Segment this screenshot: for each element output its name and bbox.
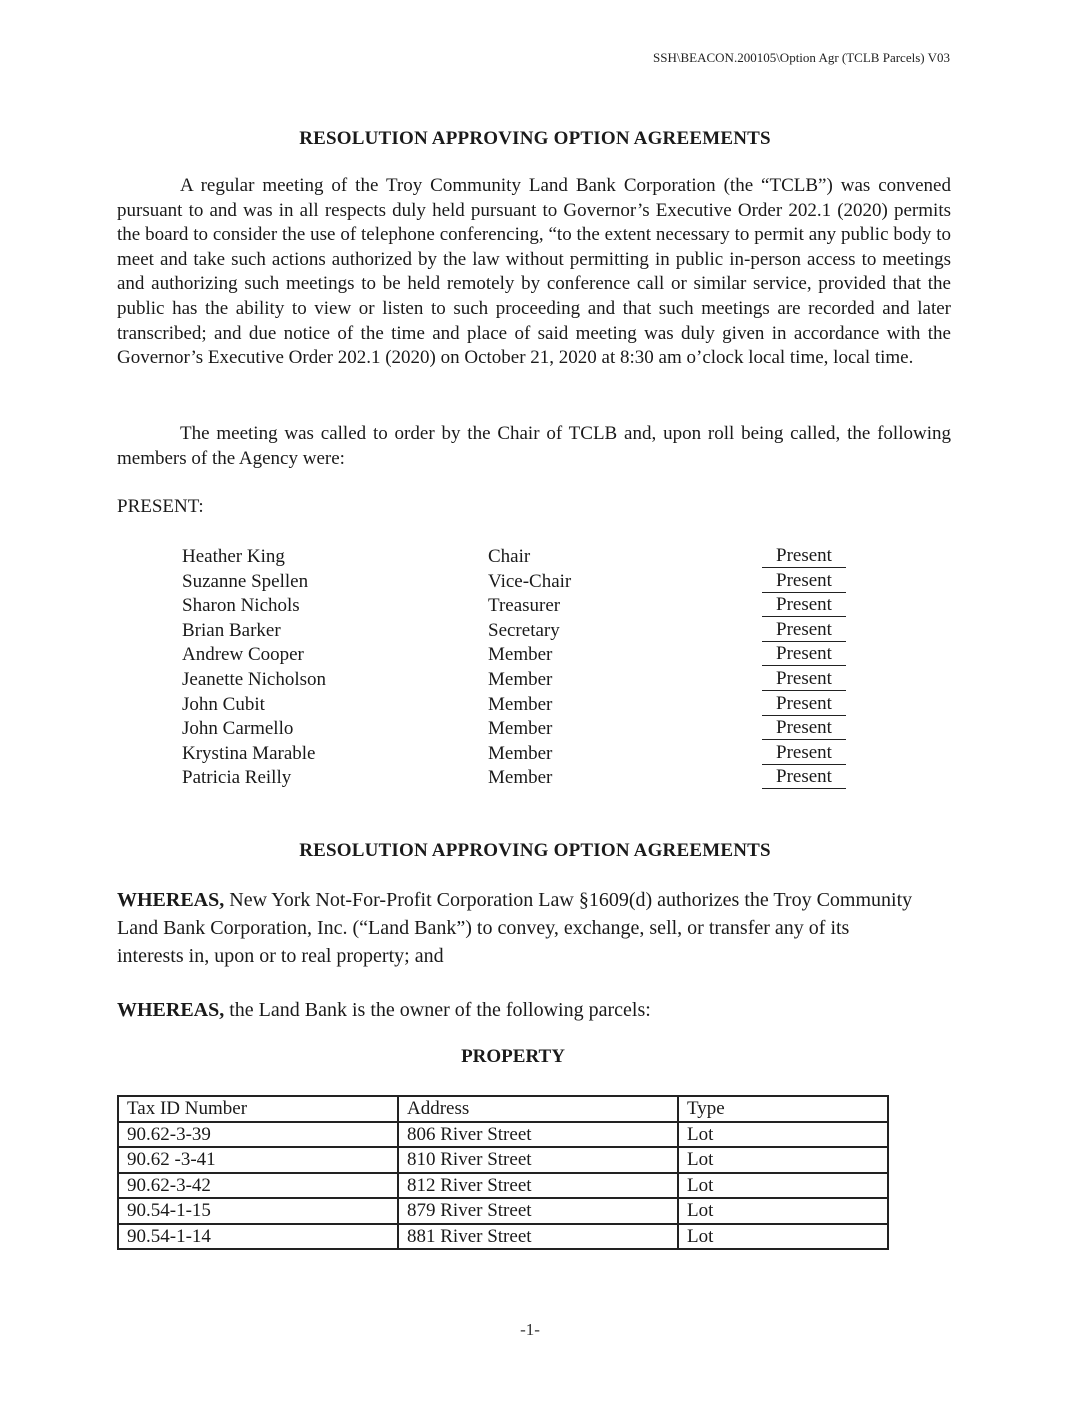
roster-row xyxy=(182,594,862,619)
member-name: Heather King xyxy=(182,546,285,567)
present-label: PRESENT: xyxy=(117,496,204,517)
whereas-text: the Land Bank is the owner of the following parcels: xyxy=(224,999,651,1021)
page-title: RESOLUTION APPROVING OPTION AGREEMENTS xyxy=(299,128,771,149)
member-role: Vice-Chair xyxy=(488,570,572,592)
column-header: Type xyxy=(678,1096,888,1122)
roster-row xyxy=(182,545,862,570)
member-status: Present xyxy=(762,668,846,691)
address-cell: 806 River Street xyxy=(398,1122,678,1148)
type-cell: Lot xyxy=(678,1224,888,1250)
member-name: Jeanette Nicholson xyxy=(182,668,327,690)
member-role: Member xyxy=(488,767,553,789)
member-role: Secretary xyxy=(488,619,560,641)
table-header-row xyxy=(118,1096,888,1122)
roster-row xyxy=(182,717,862,742)
property-title: PROPERTY xyxy=(461,1046,565,1067)
table-row xyxy=(118,1122,888,1148)
member-role: Member xyxy=(488,718,553,740)
table-row xyxy=(118,1173,888,1199)
type-cell: Lot xyxy=(678,1122,888,1148)
member-name: Krystina Marable xyxy=(182,742,316,764)
type-cell: Lot xyxy=(678,1173,888,1199)
whereas-lead: WHEREAS, xyxy=(117,889,225,911)
member-role: Chair xyxy=(488,546,531,567)
member-status: Present xyxy=(762,693,846,716)
roster-row xyxy=(182,643,862,668)
member-name: John Carmello xyxy=(182,718,294,740)
member-status: Present xyxy=(762,717,846,740)
roster-row xyxy=(182,668,862,693)
whereas-lead: WHEREAS, xyxy=(117,999,225,1021)
table-row xyxy=(118,1147,888,1173)
type-cell: Lot xyxy=(678,1147,888,1173)
roster-row xyxy=(182,766,862,791)
member-name: Patricia Reilly xyxy=(182,767,292,789)
address-cell: 810 River Street xyxy=(398,1147,678,1173)
table-row xyxy=(118,1198,888,1224)
member-name: Andrew Cooper xyxy=(182,644,304,666)
member-role: Member xyxy=(488,668,553,690)
member-status: Present xyxy=(762,619,846,642)
member-name: Brian Barker xyxy=(182,619,281,641)
member-name: Suzanne Spellen xyxy=(182,570,309,592)
member-name: Sharon Nichols xyxy=(182,595,300,617)
whereas-clause-2 xyxy=(117,996,917,1024)
roster-row xyxy=(182,570,862,595)
column-header: Address xyxy=(398,1096,678,1122)
member-role: Member xyxy=(488,644,553,666)
column-header: Tax ID Number xyxy=(118,1096,398,1122)
tax-id-cell: 90.54-1-14 xyxy=(118,1224,398,1250)
tax-id-cell: 90.54-1-15 xyxy=(118,1198,398,1224)
member-role: Treasurer xyxy=(488,595,561,617)
document-reference: SSH\BEACON.200105\Option Agr (TCLB Parcels) V03 xyxy=(653,50,950,65)
address-cell: 881 River Street xyxy=(398,1224,678,1250)
attendance-roster xyxy=(182,545,862,791)
roster-row xyxy=(182,742,862,767)
member-status: Present xyxy=(762,742,846,765)
member-status: Present xyxy=(762,570,846,593)
tax-id-cell: 90.62 -3-41 xyxy=(118,1147,398,1173)
member-role: Member xyxy=(488,693,553,715)
member-status: Present xyxy=(762,545,846,568)
member-status: Present xyxy=(762,766,846,789)
member-role: Member xyxy=(488,742,553,764)
member-name: John Cubit xyxy=(182,693,265,715)
page-number: -1- xyxy=(520,1320,540,1339)
whereas-clause-1 xyxy=(117,886,917,970)
resolution-title: RESOLUTION APPROVING OPTION AGREEMENTS xyxy=(299,840,771,861)
member-status: Present xyxy=(762,643,846,666)
property-table xyxy=(117,1095,889,1250)
member-status: Present xyxy=(762,594,846,617)
type-cell: Lot xyxy=(678,1198,888,1224)
address-cell: 879 River Street xyxy=(398,1198,678,1224)
whereas-text: New York Not-For-Profit Corporation Law §1609(d) authorizes the Troy Community Land Bank Corporation, Inc. (“Land Bank”) to convey, exchange, sell, or transfer any of its interests in, upon or to real property; and xyxy=(117,889,913,967)
roster-row xyxy=(182,693,862,718)
address-cell: 812 River Street xyxy=(398,1173,678,1199)
roster-row xyxy=(182,619,862,644)
tax-id-cell: 90.62-3-42 xyxy=(118,1173,398,1199)
table-row xyxy=(118,1224,888,1250)
roll-call-paragraph: The meeting was called to order by the Chair of TCLB and, upon roll being called, the following members of the Agency were: xyxy=(117,423,951,469)
intro-paragraph: A regular meeting of the Troy Community Land Bank Corporation (the “TCLB”) was convened pursuant to and was in all respects duly held pursuant to Governor’s Executive Order 202.1 (2020) permits the board to consider the use of telephone conferencing, “to the extent necessary to permit any public body to meet and take such actions authorized by the law without permitting in public in-person access to meetings and authorizing such meetings to be held remotely by conference call or similar service, provided that the public has the ability to view or listen to such proceeding and that such meetings are recorded and later transcribed; and due notice of the time and place of said meeting was duly given in accordance with the Governor’s Executive Order 202.1 (2020) on October 21, 2020 at 8:30 am o’clock local time, local time. xyxy=(117,175,951,369)
tax-id-cell: 90.62-3-39 xyxy=(118,1122,398,1148)
